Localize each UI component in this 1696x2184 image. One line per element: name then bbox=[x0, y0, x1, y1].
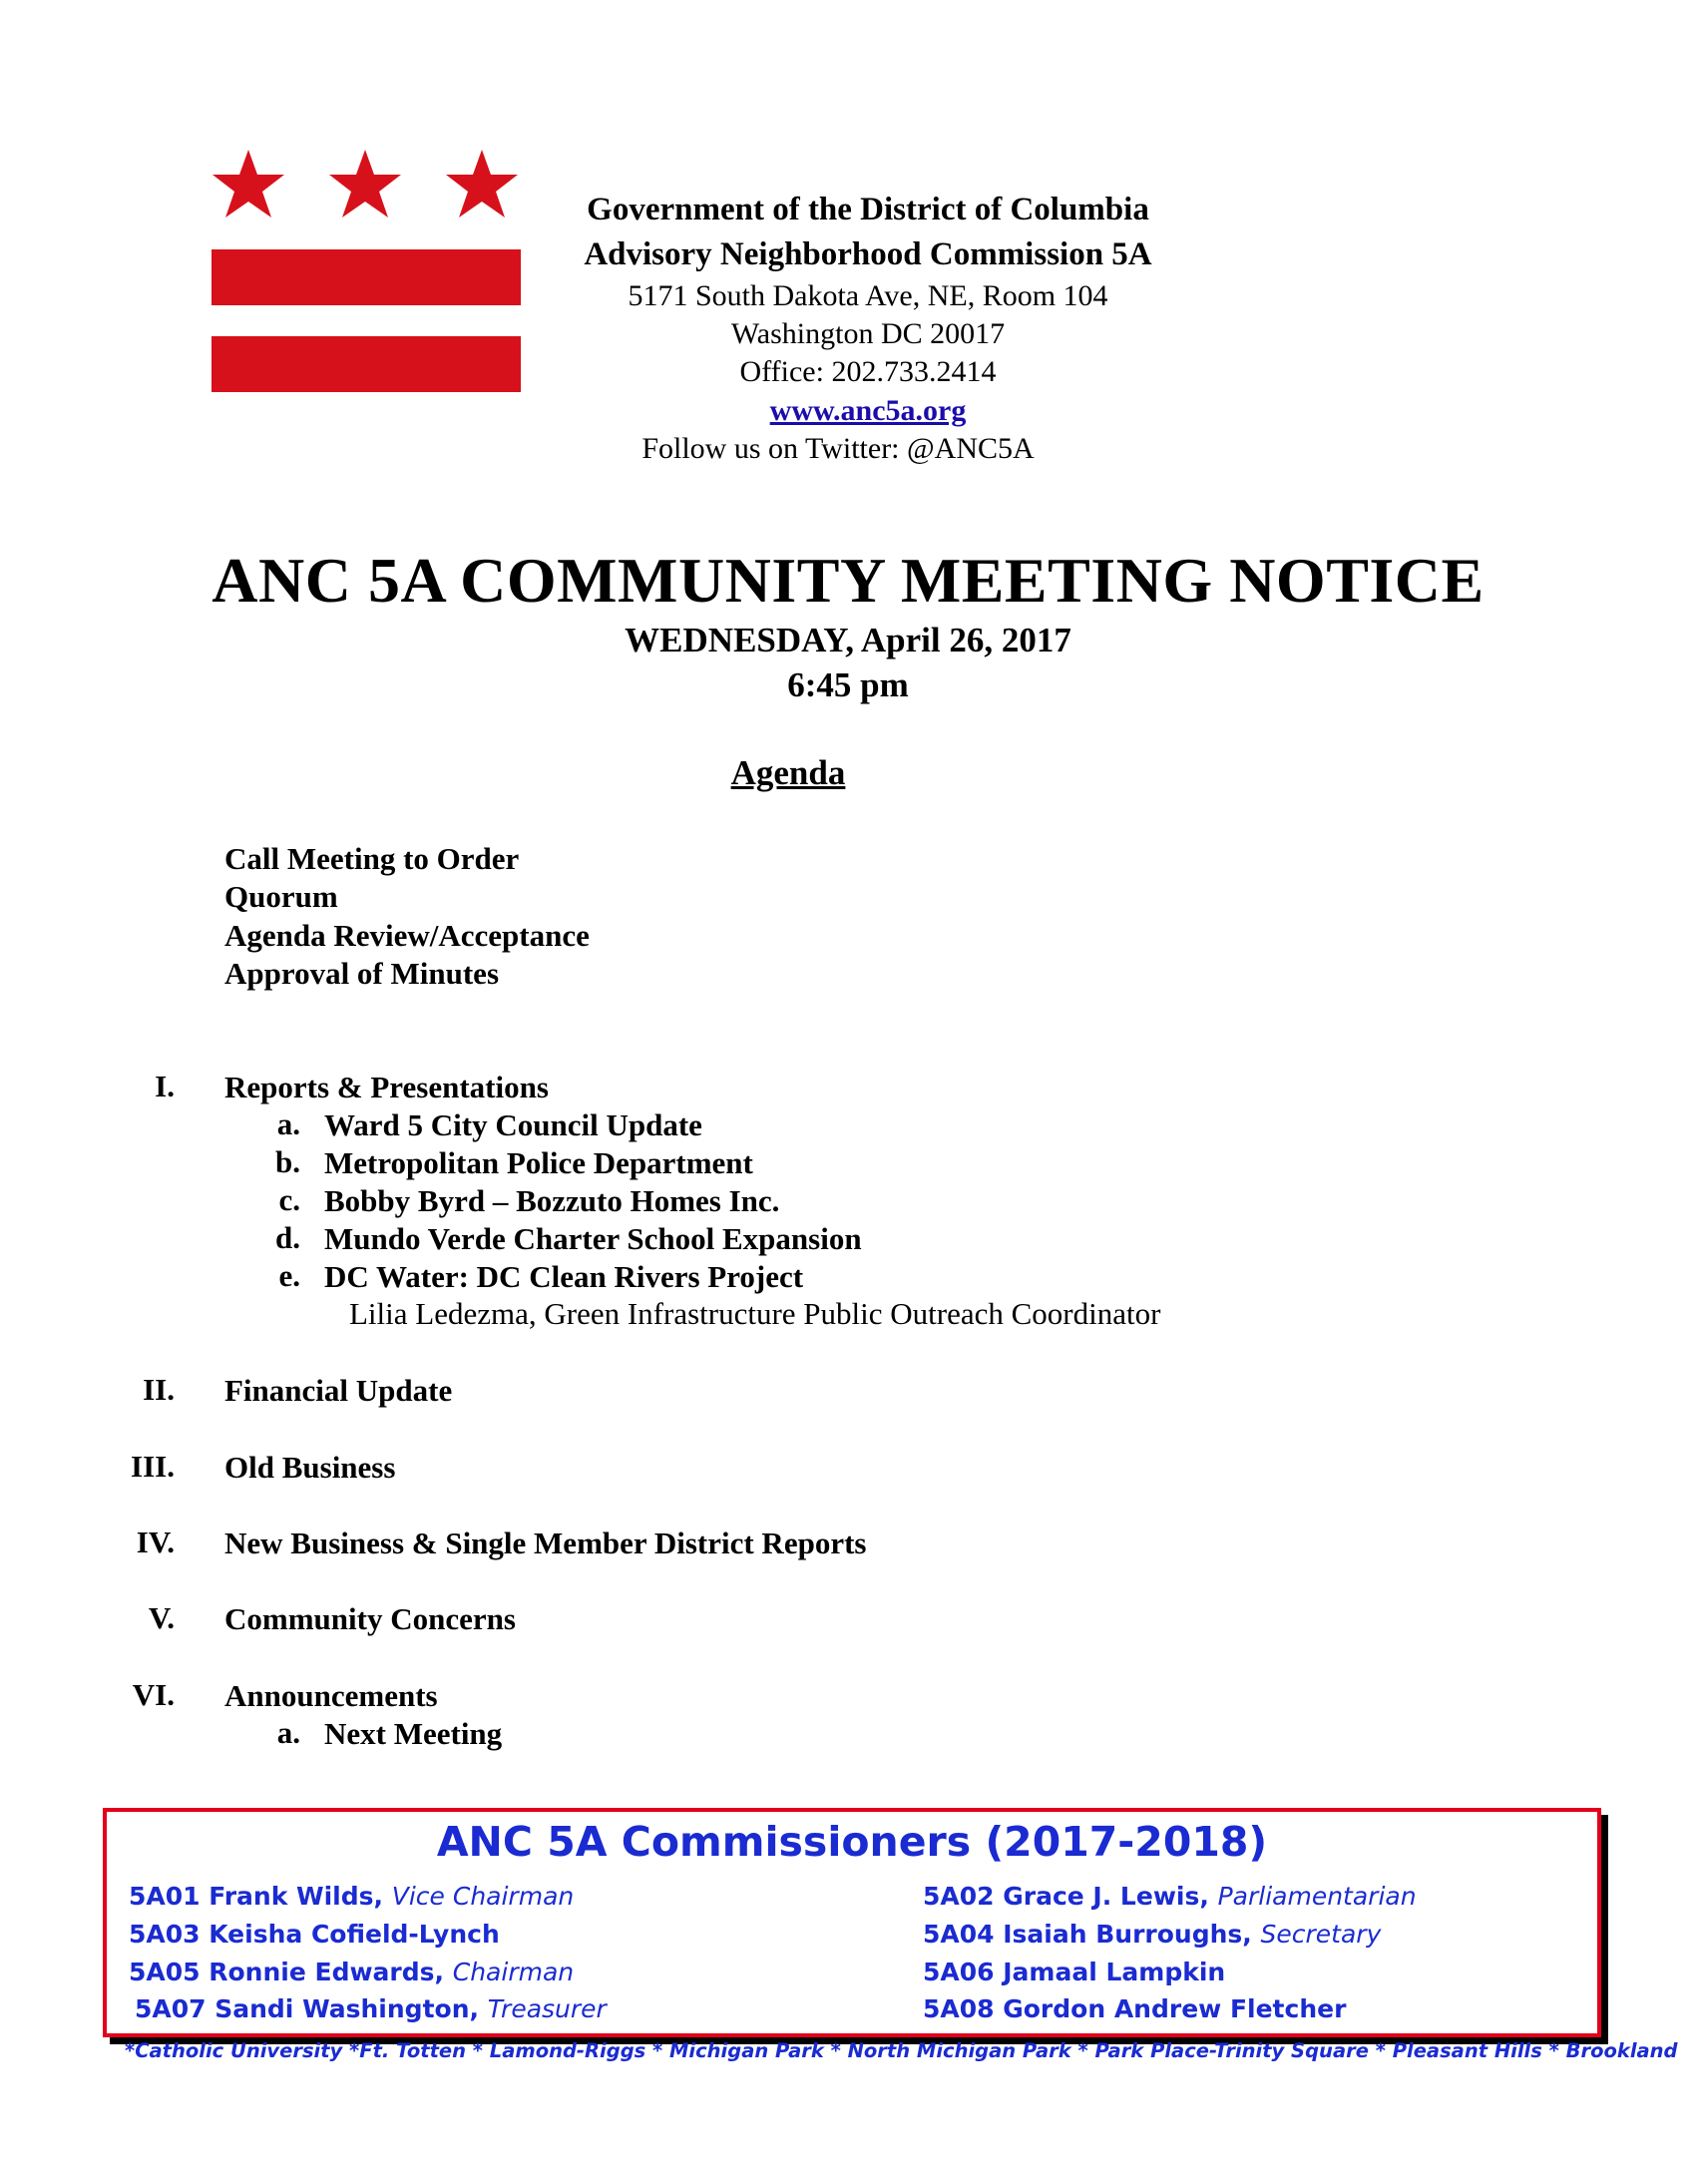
subitem-label: Mundo Verde Charter School Expansion bbox=[324, 1221, 862, 1256]
commissioner-entry bbox=[923, 1994, 1346, 2023]
flag-stripe bbox=[212, 336, 521, 392]
commissioner-entry bbox=[129, 1882, 574, 1911]
subitem-letter: a. bbox=[276, 1715, 300, 1750]
subitem-label: Bobby Byrd – Bozzuto Homes Inc. bbox=[324, 1183, 780, 1218]
section-numeral: II. bbox=[143, 1372, 175, 1407]
section-label: New Business & Single Member District Reports bbox=[224, 1526, 867, 1560]
subitem-letter: a. bbox=[276, 1106, 300, 1141]
neighborhoods-list: *Catholic University *Ft. Totten * Lamond-Riggs * Michigan Park * North Michigan Park * Park Place-Trinity Square * Pleasant Hills * Brookland bbox=[125, 2039, 1678, 2062]
agenda-heading: Agenda bbox=[730, 753, 846, 792]
commissioner-name: 5A07 Sandi Washington, bbox=[135, 1994, 479, 2023]
commissioner-role: Treasurer bbox=[487, 1994, 607, 2023]
commissioner-name: 5A08 Gordon Andrew Fletcher bbox=[923, 1994, 1347, 2023]
section-numeral: III. bbox=[131, 1449, 175, 1484]
commissioner-name: 5A01 Frank Wilds, bbox=[129, 1882, 384, 1911]
opening-item: Call Meeting to Order bbox=[224, 841, 520, 876]
notice-title: ANC 5A COMMUNITY MEETING NOTICE bbox=[212, 545, 1484, 616]
flag-stripe bbox=[212, 249, 521, 305]
government-name: Government of the District of Columbia bbox=[587, 192, 1149, 227]
commissioner-entry bbox=[923, 1920, 1381, 1949]
office-phone: Office: 202.733.2414 bbox=[739, 355, 997, 388]
section-numeral: VI. bbox=[132, 1677, 175, 1712]
subitem-letter: d. bbox=[275, 1220, 300, 1255]
commissioner-entry bbox=[135, 1994, 607, 2023]
presenter-note: Lilia Ledezma, Green Infrastructure Public Outreach Coordinator bbox=[349, 1296, 1161, 1331]
commissioner-entry bbox=[129, 1958, 574, 1986]
commissioners-title: ANC 5A Commissioners (2017-2018) bbox=[436, 1818, 1268, 1866]
section-numeral: V. bbox=[148, 1600, 175, 1635]
commissioner-entry bbox=[923, 1882, 1417, 1911]
subitem-label: Ward 5 City Council Update bbox=[324, 1107, 702, 1142]
opening-item: Agenda Review/Acceptance bbox=[224, 918, 590, 953]
commissioner-role: Vice Chairman bbox=[391, 1882, 575, 1911]
address: 5171 South Dakota Ave, NE, Room 104 bbox=[628, 279, 1108, 312]
dc-flag-logo bbox=[210, 150, 521, 394]
commissioners-box bbox=[103, 1808, 1601, 2037]
opening-item: Approval of Minutes bbox=[224, 956, 500, 991]
commissioner-role: Secretary bbox=[1260, 1920, 1382, 1949]
star-icon bbox=[446, 150, 518, 218]
commissioner-name: 5A04 Isaiah Burroughs, bbox=[923, 1920, 1252, 1949]
commissioner-name: 5A06 Jamaal Lampkin bbox=[923, 1958, 1226, 1986]
twitter-handle: Follow us on Twitter: @ANC5A bbox=[641, 432, 1035, 465]
opening-item: Quorum bbox=[224, 879, 338, 914]
meeting-time: 6:45 pm bbox=[787, 665, 909, 704]
subitem-label: Metropolitan Police Department bbox=[324, 1145, 753, 1180]
star-icon bbox=[212, 150, 284, 218]
commissioner-role: Chairman bbox=[452, 1958, 575, 1986]
subitem-letter: c. bbox=[278, 1182, 300, 1217]
subitem-label: Next Meeting bbox=[324, 1716, 503, 1751]
commissioner-name: 5A02 Grace J. Lewis, bbox=[923, 1882, 1209, 1911]
commissioner-name: 5A03 Keisha Cofield-Lynch bbox=[129, 1920, 500, 1949]
city: Washington DC 20017 bbox=[730, 317, 1006, 350]
subitem-letter: b. bbox=[275, 1144, 300, 1179]
subitem-label: DC Water: DC Clean Rivers Project bbox=[324, 1259, 804, 1294]
section-numeral: I. bbox=[155, 1069, 175, 1103]
commissioner-name: 5A05 Ronnie Edwards, bbox=[129, 1958, 445, 1986]
section-numeral: IV. bbox=[136, 1525, 175, 1559]
section-label: Reports & Presentations bbox=[224, 1070, 549, 1104]
commissioner-entry bbox=[923, 1958, 1225, 1986]
section-label: Old Business bbox=[224, 1450, 396, 1485]
subitem-letter: e. bbox=[278, 1258, 300, 1293]
section-label: Financial Update bbox=[224, 1373, 453, 1408]
commissioner-role: Parliamentarian bbox=[1217, 1882, 1417, 1911]
meeting-date: WEDNESDAY, April 26, 2017 bbox=[625, 621, 1071, 659]
commission-name: Advisory Neighborhood Commission 5A bbox=[584, 236, 1152, 272]
section-label: Announcements bbox=[224, 1678, 438, 1713]
star-icon bbox=[329, 150, 401, 218]
commissioner-entry bbox=[129, 1920, 500, 1949]
section-label: Community Concerns bbox=[224, 1601, 516, 1636]
website-link[interactable]: www.anc5a.org bbox=[769, 394, 967, 427]
